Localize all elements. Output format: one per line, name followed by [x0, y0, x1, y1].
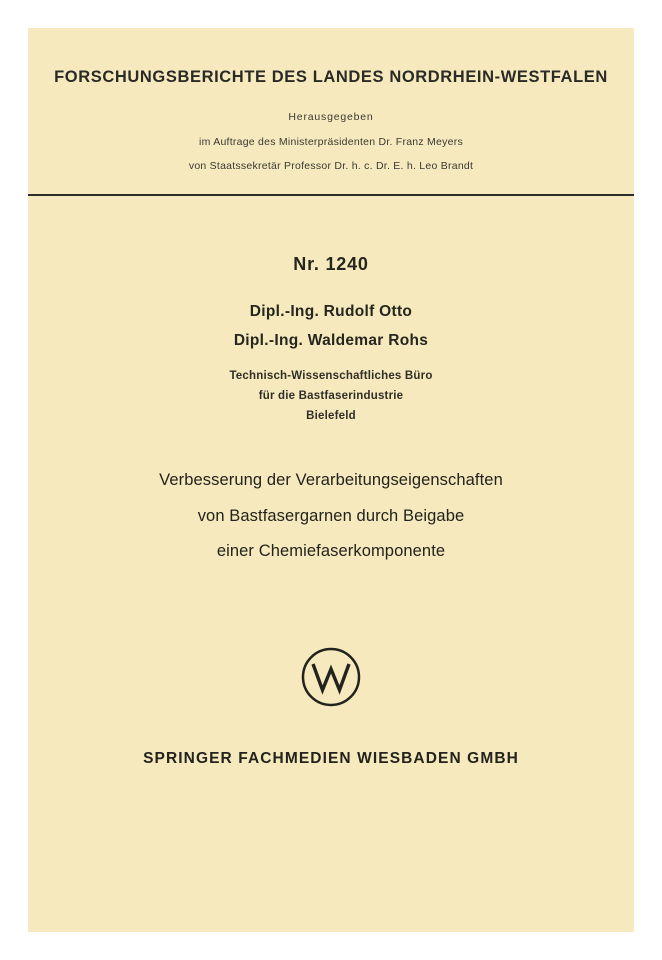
- affiliation-line-3: Bielefeld: [306, 410, 356, 422]
- title-line-3: einer Chemiefaserkomponente: [216, 542, 446, 560]
- publisher-name: SPRINGER FACHMEDIEN WIESBADEN GMBH: [143, 749, 519, 767]
- title-line-1: Verbesserung der Verarbeitungseigenschaften: [159, 471, 503, 489]
- vs-logo-icon: [300, 646, 362, 708]
- author-name-1: Dipl.-Ing. Rudolf Otto: [249, 303, 413, 320]
- author-name-2: Dipl.-Ing. Waldemar Rohs: [233, 332, 429, 349]
- series-title: FORSCHUNGSBERICHTE DES LANDES NORDRHEIN-WESTFALEN: [54, 68, 608, 86]
- editor-line-2: von Staatssekretär Professor Dr. h. c. Dr. E. h. Leo Brandt: [188, 160, 474, 172]
- publisher-logo: [300, 646, 362, 708]
- affiliation-line-2: für die Bastfaserindustrie: [258, 390, 404, 402]
- editor-line-1: im Auftrage des Ministerpräsidenten Dr. Franz Meyers: [199, 136, 463, 148]
- book-cover: [28, 28, 634, 932]
- title-line-2: von Bastfasergarnen durch Beigabe: [197, 506, 465, 525]
- book-title: [159, 472, 503, 560]
- affiliation-line-1: Technisch-Wissenschaftliches Büro: [229, 370, 433, 382]
- horizontal-divider: [28, 194, 634, 196]
- report-number: Nr. 1240: [293, 254, 369, 274]
- published-by-label: Herausgegeben: [288, 111, 374, 123]
